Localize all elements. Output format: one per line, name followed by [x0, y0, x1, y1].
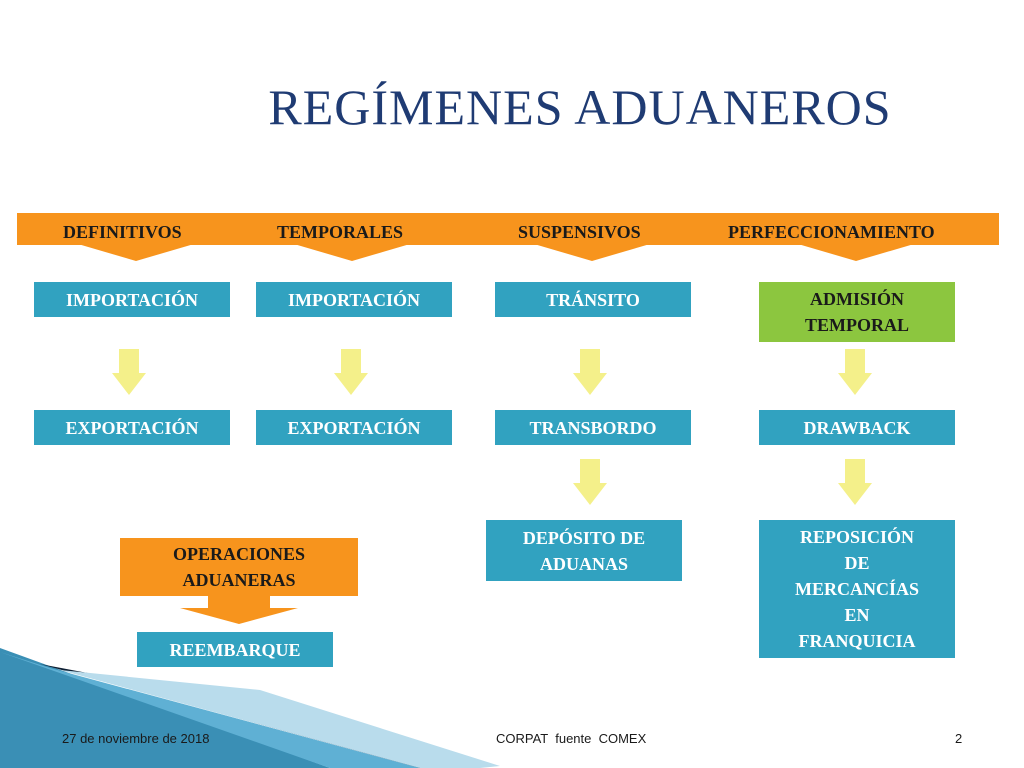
box-label: EXPORTACIÓN	[65, 417, 199, 438]
box-label: REEMBARQUE	[169, 639, 301, 660]
box-suspensivos-transito	[495, 282, 691, 317]
box-label: DRAWBACK	[803, 417, 911, 438]
box-label: EN	[844, 605, 870, 625]
down-arrow-icon	[334, 349, 368, 395]
box-suspensivos-transbordo	[495, 410, 691, 445]
down-arrow-icon	[573, 459, 607, 505]
box-label: FRANQUICIA	[798, 631, 916, 651]
box-label: ADUANAS	[539, 553, 628, 574]
box-label: IMPORTACIÓN	[65, 289, 199, 310]
category-suspensivos: SUSPENSIVOS	[518, 222, 641, 242]
box-label: TRÁNSITO	[546, 289, 640, 310]
box-label: ADUANERAS	[182, 570, 296, 590]
category-definitivos: DEFINITIVOS	[63, 222, 182, 242]
box-label: MERCANCÍAS	[794, 579, 919, 599]
box-temporales-importacion	[256, 282, 452, 317]
banner-arrow-perfeccionamiento	[798, 244, 914, 261]
box-perfeccionamiento-drawback	[759, 410, 955, 445]
down-arrow-icon	[838, 349, 872, 395]
box-label: REPOSICIÓN	[799, 527, 915, 547]
operaciones-arrow-icon	[180, 596, 298, 624]
category-perfeccionamiento: PERFECCIONAMIENTO	[728, 222, 935, 242]
box-label: DE	[844, 553, 870, 573]
down-arrow-icon	[838, 459, 872, 505]
box-perfeccionamiento-admision-temporal	[759, 282, 955, 342]
box-label: DEPÓSITO DE	[522, 527, 646, 548]
banner-arrow-definitivos	[78, 244, 194, 261]
box-label: TEMPORAL	[804, 315, 909, 335]
footer-source: CORPAT fuente COMEX	[496, 731, 647, 746]
box-definitivos-importacion	[34, 282, 230, 317]
box-perfeccionamiento-reposicion	[759, 520, 955, 658]
banner-arrow-suspensivos	[534, 244, 650, 261]
footer-date: 27 de noviembre de 2018	[62, 731, 210, 746]
box-suspensivos-deposito-aduanas	[486, 520, 682, 581]
box-temporales-exportacion	[256, 410, 452, 445]
box-label: IMPORTACIÓN	[287, 289, 421, 310]
box-label: TRANSBORDO	[529, 417, 657, 438]
box-reembarque	[137, 632, 333, 667]
box-label: OPERACIONES	[172, 544, 306, 564]
category-temporales: TEMPORALES	[277, 222, 404, 242]
banner-arrow-temporales	[294, 244, 410, 261]
box-label: ADMISIÓN	[809, 289, 904, 309]
down-arrow-icon	[112, 349, 146, 395]
box-label: EXPORTACIÓN	[287, 417, 421, 438]
page-number: 2	[955, 731, 963, 746]
down-arrow-icon	[573, 349, 607, 395]
page-title: REGÍMENES ADUANEROS	[268, 79, 892, 135]
box-operaciones-aduaneras	[120, 538, 358, 596]
box-definitivos-exportacion	[34, 410, 230, 445]
